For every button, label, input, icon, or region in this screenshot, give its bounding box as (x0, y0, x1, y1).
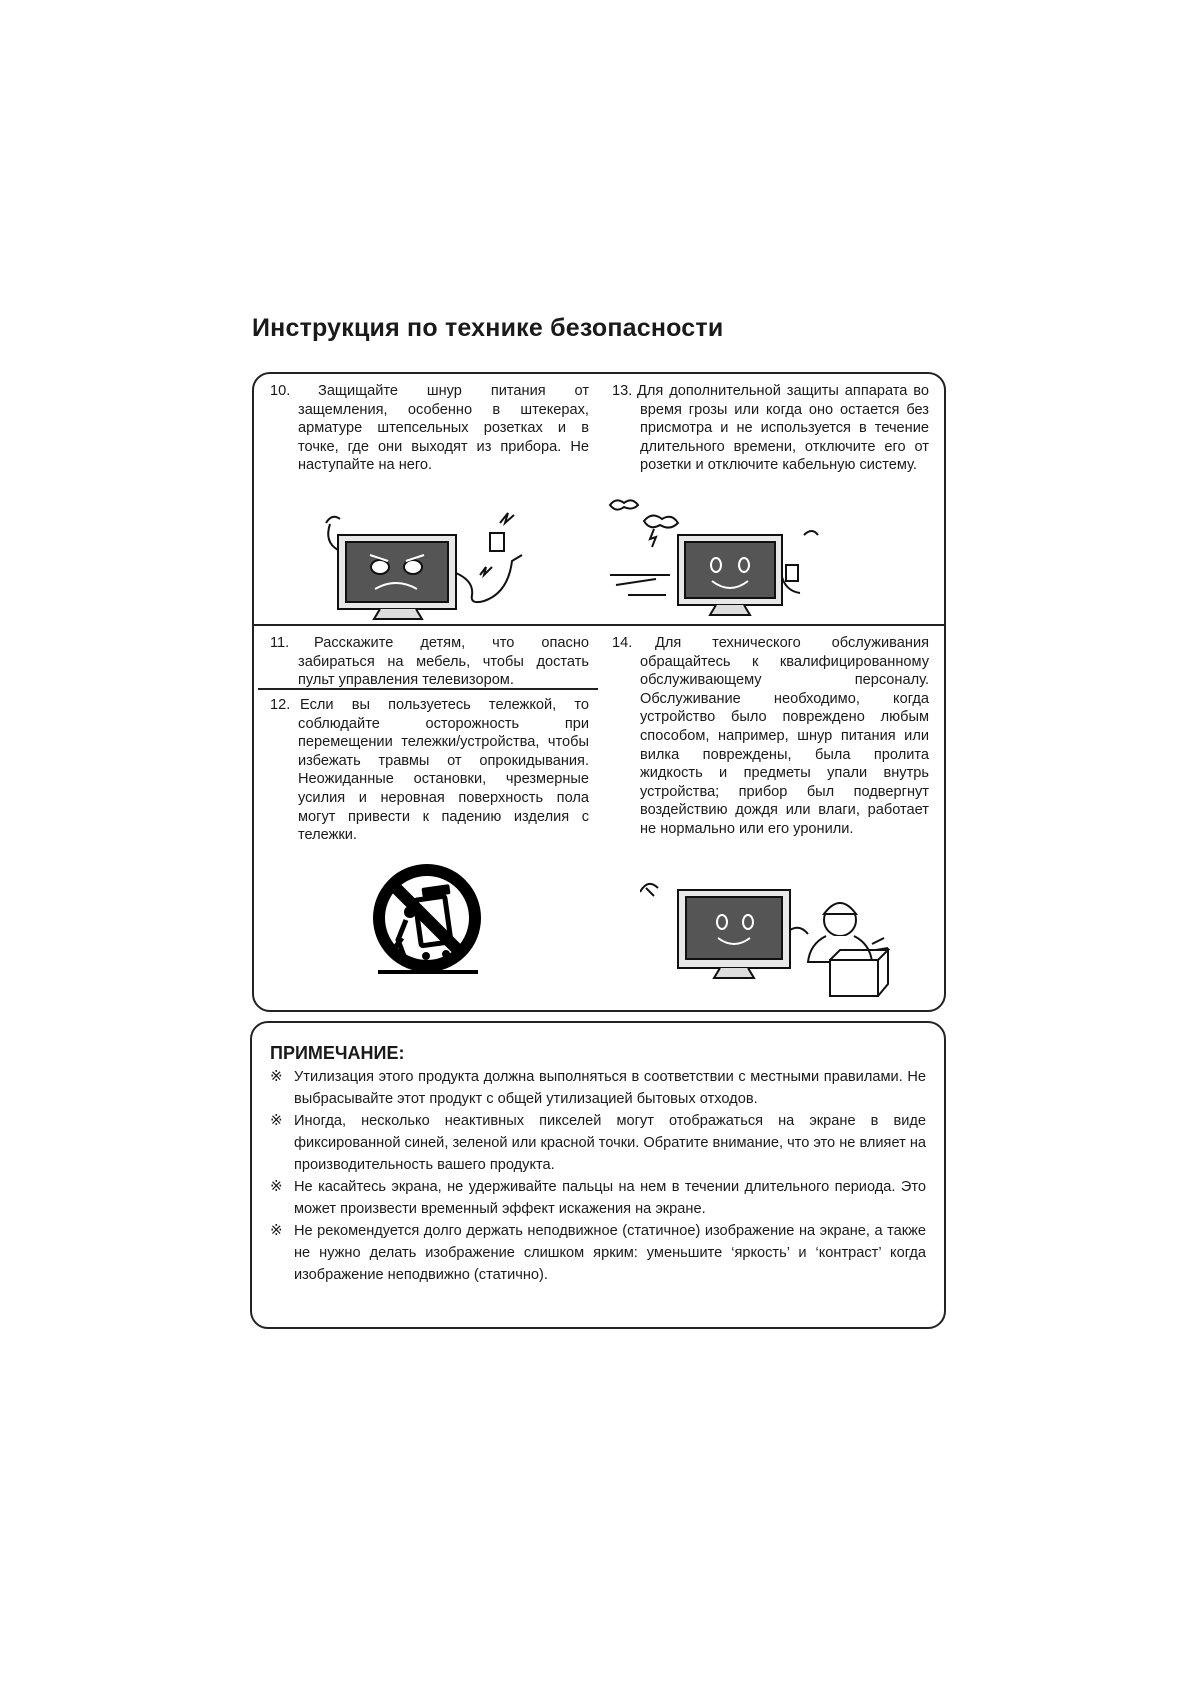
item-number: 11. (270, 635, 290, 651)
item-text: Защищайте шнур питания от защемления, особенно в штекерах, арматуре штепсельных розетках и в точке, где они выходят из прибора. Не наступайте на него. (298, 383, 589, 474)
note-text: Не рекомендуется долго держать неподвижное (статичное) изображение на экране, а также не нужно делать изображение слишком ярким: уменьшите ‘яркость’ и ‘контраст’ когда изображение неподвижно (статично). (294, 1223, 926, 1283)
reference-mark-icon: ※ (270, 1178, 283, 1195)
note-text: Иногда, несколько неактивных пикселей могут отображаться на экране в виде фиксированной синей, зеленой или красной точки. Обратите внимание, что это не влияет на производительность вашего продукта. (294, 1113, 926, 1173)
item-text: Для технического обслуживания обращайтесь к квалифицированному обслуживающему персоналу. Обслуживание необходимо, когда устройство было повреждено любым способом, например, шнур питания или вилка повреждены, была пролита жидкость и предметы упали внутрь устройства; прибор был подвергнут воздействию дождя или влаги, работает не нормально или его уронили. (640, 635, 929, 837)
note-text: Не касайтесь экрана, не удерживайте пальцы на нем в течении длительного периода. Это может произвести временный эффект искажения на экране. (294, 1179, 926, 1217)
note-item (270, 1110, 926, 1176)
item-number: 12. (270, 697, 291, 713)
item-text: Расскажите детям, что опасно забираться на мебель, чтобы достать пульт управления телевизором. (298, 635, 589, 689)
safety-item-11 (270, 634, 589, 690)
note-item (270, 1176, 926, 1220)
note-text: Утилизация этого продукта должна выполняться в соответствии с местными правилами. Не выбрасывайте этот продукт с общей утилизацией бытовых отходов. (294, 1069, 926, 1107)
tv-angry-cord-icon (320, 505, 550, 625)
tv-service-technician-icon (640, 870, 900, 1010)
note-item (270, 1066, 926, 1110)
safety-item-14 (612, 634, 929, 839)
item-number: 14. (612, 635, 633, 651)
item-text: Если вы пользуетесь тележкой, то соблюдайте осторожность при перемещении тележки/устройства, чтобы избежать травмы от опрокидывания. Неожиданные остановки, чрезмерные усилия и неровная поверхность пола могут привести к падению изделия с тележки. (298, 697, 589, 844)
safety-item-10 (270, 382, 589, 475)
reference-mark-icon: ※ (270, 1222, 283, 1239)
item-number: 10. (270, 383, 291, 399)
cart-warning-icon (370, 862, 486, 980)
reference-mark-icon: ※ (270, 1112, 283, 1129)
note-title: ПРИМЕЧАНИЕ: (270, 1043, 405, 1063)
page-title: Инструкция по технике безопасности (252, 314, 724, 342)
safety-item-13 (612, 382, 929, 475)
item-text: Для дополнительной защиты аппарата во время грозы или когда оно остается без присмотра и не используется в течение длительного времени, отключите его от розетки и отключите кабельную систему. (637, 383, 929, 474)
note-item (270, 1220, 926, 1286)
reference-mark-icon: ※ (270, 1068, 283, 1085)
safety-item-12 (270, 696, 589, 845)
tv-storm-unplug-icon (608, 495, 828, 623)
item-number: 13. (612, 383, 633, 399)
